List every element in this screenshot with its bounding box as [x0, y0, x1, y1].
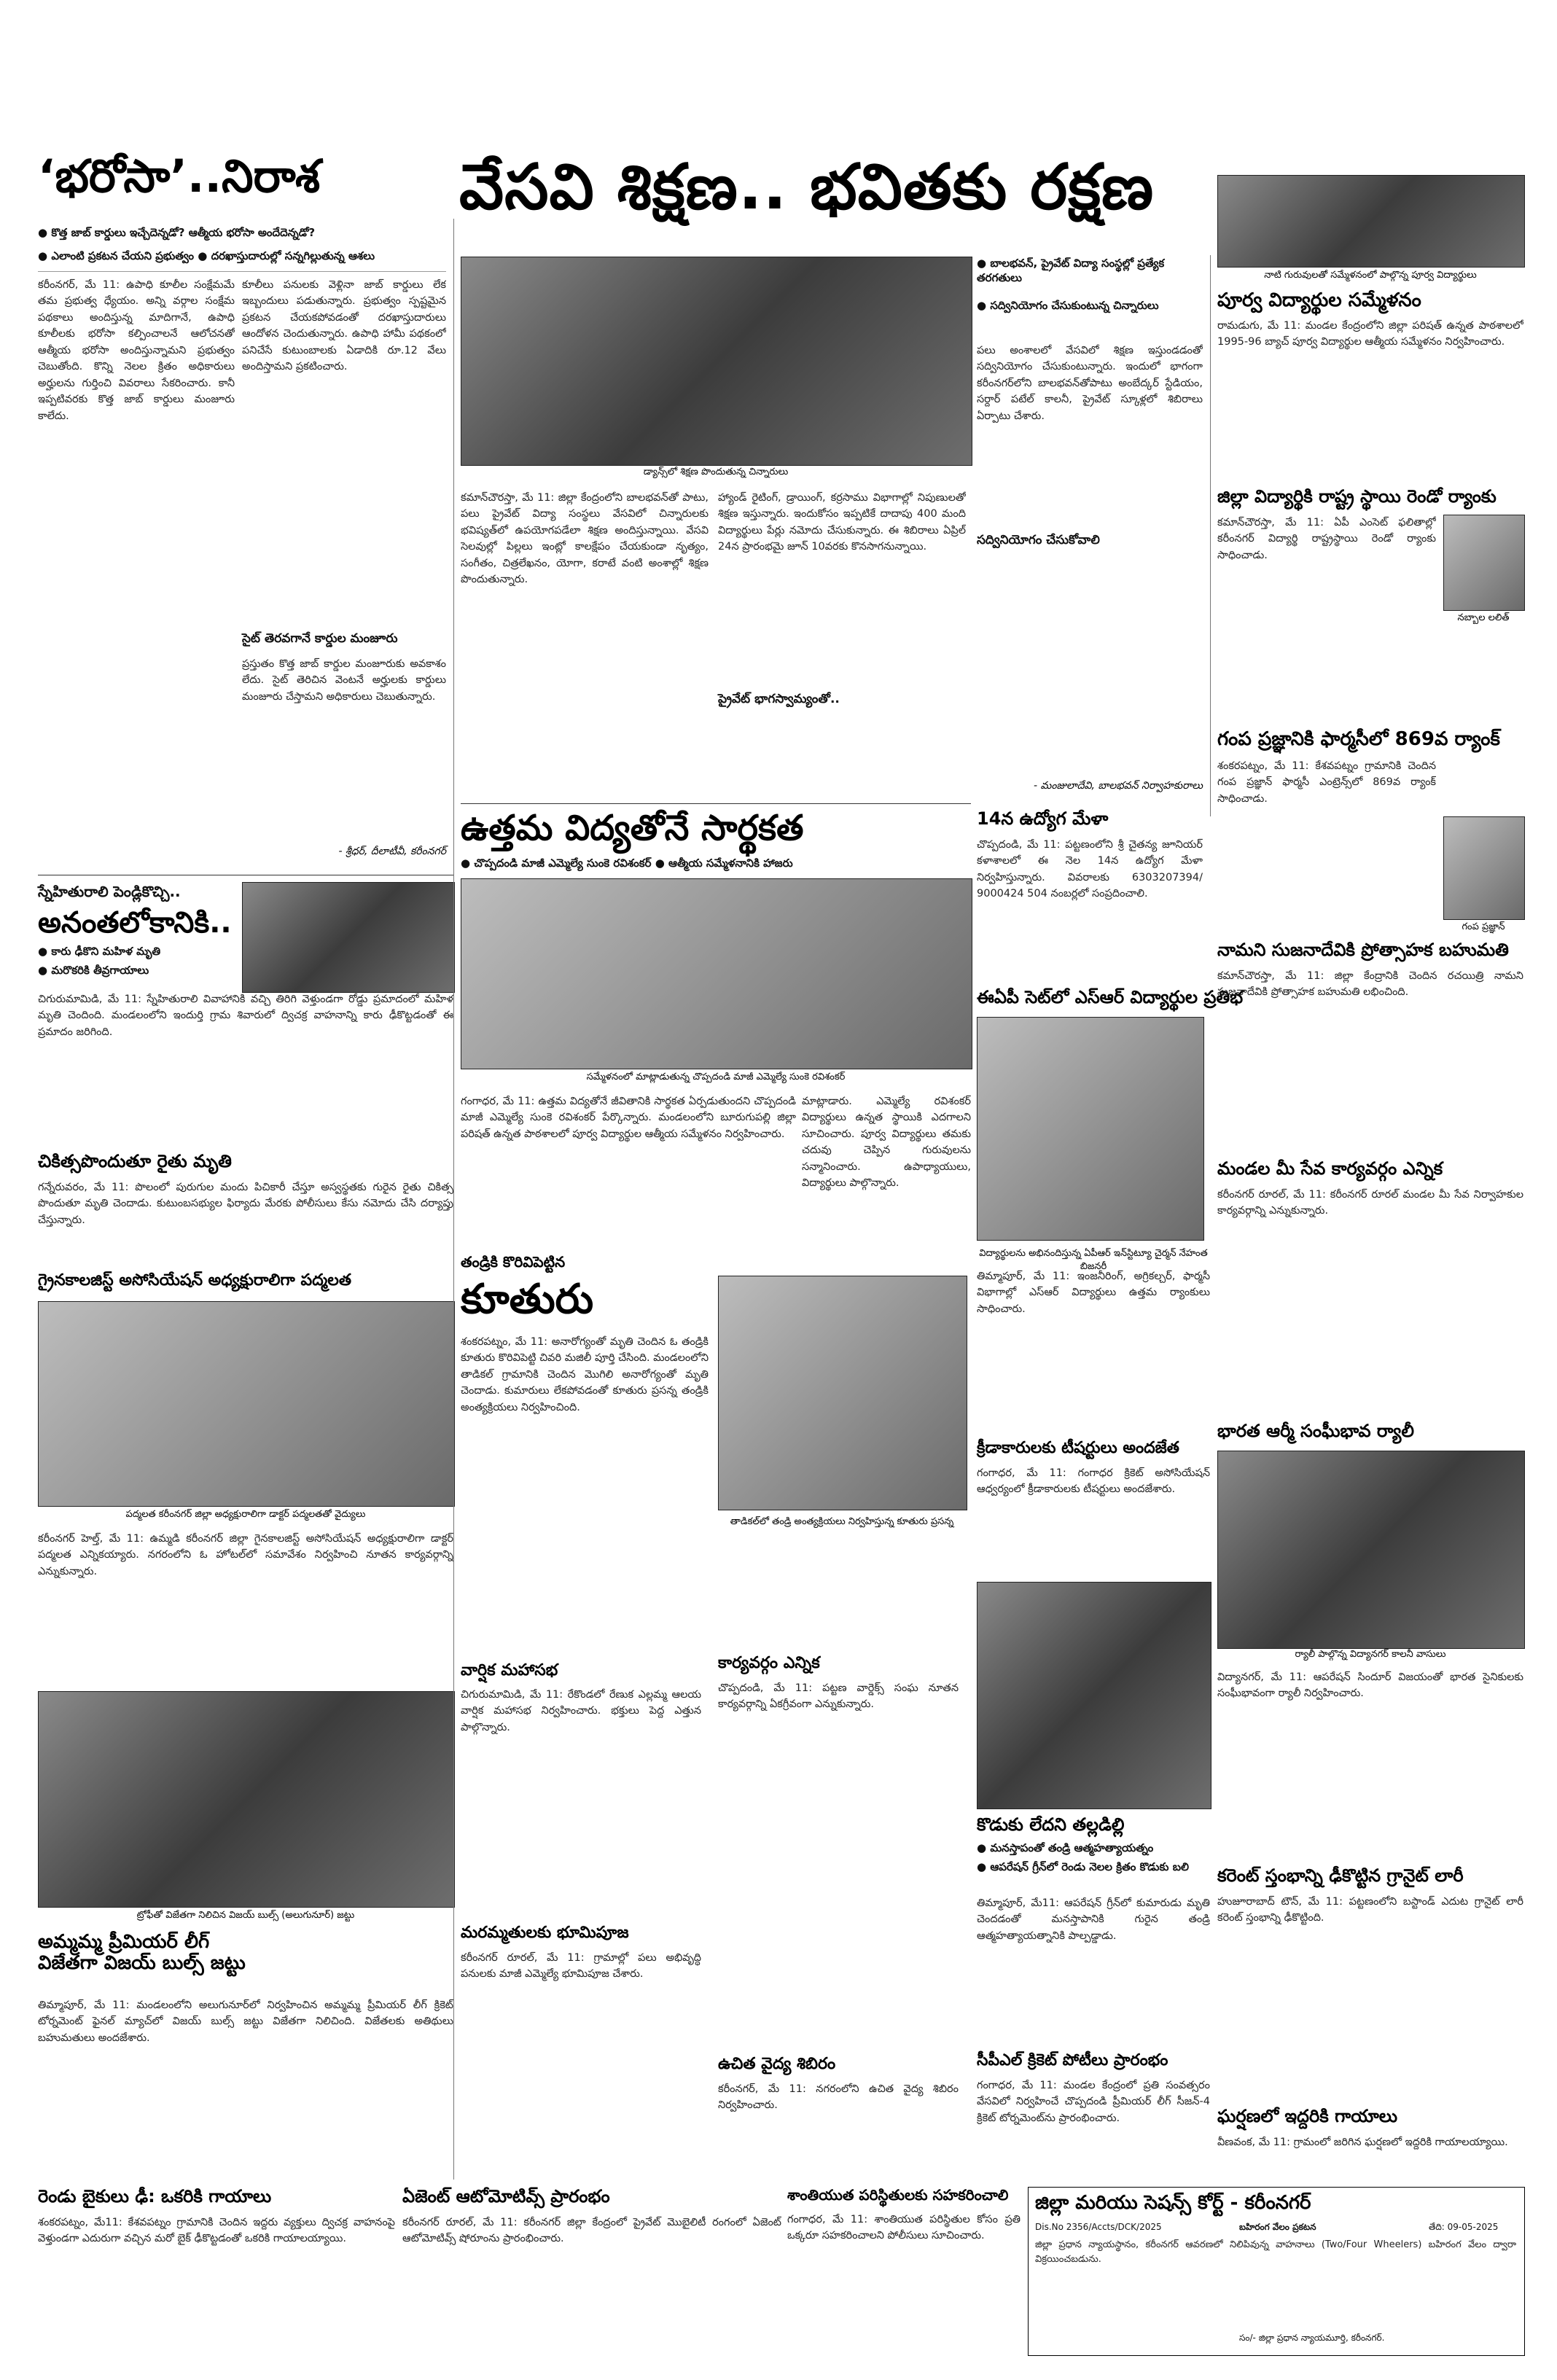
eapcet-headline: ఈఏపీ సెట్‌లో ఎస్ఆర్ విద్యార్థుల ప్రతిభ	[977, 987, 1244, 1007]
lead-subhead-2: ప్రైవేట్‌ భాగస్వామ్యంతో..	[718, 692, 840, 706]
lead-caption: డ్యాన్స్‌లో శిక్షణ పొందుతున్న చిన్నారులు	[643, 467, 789, 477]
nayani-headline: నామని సుజనాదేవికి ప్రోత్సాహక బహుమతి	[1217, 940, 1509, 960]
kodukuledani-body: తిమ్మాపూర్, మే11: ఆపరేషన్ గ్రీన్‌లో కుమారుడు మృతి చెందడంతో మనస్తాపానికి గురైన తండ్రి ఆత్మహత్యాయత్నానికి పాల్పడ్డాడు.	[977, 1897, 1210, 1942]
granite-body: కరీంనగర్ హెల్త్, మే 11: ఉమ్మడి కరీంనగర్ జిల్లా గైనకాలజిస్ట్ అసోసియేషన్ అధ్యక్షురాలిగా డాక్టర్ పద్మలత ఎన్నికయ్యారు. నగరంలోని ఓ హోటల్‌లో సమావేశం నిర్వహించి నూతన కార్యవర్గాన్ని ఎన్నుకున్నారు.	[38, 1533, 453, 1577]
maranna-headline: మరమ్మతులకు భూమిపూజ	[461, 1924, 629, 1942]
court-headline: జిల్లా మరియు సెషన్స్ కోర్ట్ - కరీంనగర్	[1035, 2192, 1311, 2214]
gharshana-headline: ఘర్షణలో ఇద్దరికి గాయాలు	[1217, 2106, 1398, 2126]
santhi-headline: శాంతియుత పరిస్థితులకు సహకరించాలి	[787, 2186, 1009, 2204]
granite-caption: పద్మలత కరీంనగర్ జిల్లా అధ్యక్షురాలిగా డాక్టర్ పద్మలతతో వైద్యులు	[125, 1509, 366, 1520]
ammamma-photo	[38, 1691, 455, 1908]
group1-caption: గంప ప్రజ్ఞాన్	[1462, 921, 1505, 932]
gharshana-body: వీణవంక, మే 11: గ్రామంలో జరిగిన ఘర్షణలో ఇద్దరికి గాయాలయ్యాయి.	[1217, 2137, 1508, 2148]
lead-body-1: కమాన్‌చౌరస్తా, మే 11: జిల్లా కేంద్రంలోని బాలభవన్‌తో పాటు, పలు ప్రైవేట్ విద్యా సంస్థలు వేసవిలో చిన్నారులకు భవిష్యత్‌లో ఉపయోగపడేలా శిక్షణ అందిస్తున్నాయి. వేసవి సెలవుల్లో పిల్లలు ఇంట్లో కాలక్షేపం చేయకుండా నృత్యం, సంగీతం, చిత్రలేఖనం, యోగా, కరాటే వంటి అంశాల్లో శిక్షణ పొందుతున్నారు.	[461, 492, 709, 586]
granite-headline: గ్రైనకాలజిస్ట్ అసోసియేషన్ అధ్యక్షురాలిగా పద్మలత	[38, 1271, 351, 1290]
cpl-body: గంగాధర, మే 11: మండల కేంద్రంలో ప్రతి సంవత్సరం వేసవిలో నిర్వహించే చొప్పదండి ప్రీమియర్ లీగ్ సీజన్-4 క్రికెట్ టోర్నమెంట్‌ను ప్రారంభించారు.	[977, 2080, 1210, 2124]
bharosa-body-2: కూలీలు పనులకు వెళ్లినా జాబ్ కార్డులు లేక ఇబ్బందులు పడుతున్నారు. ప్రభుత్వం స్పష్టమైన ప్రకటన చేయకపోవడంతో దరఖాస్తుదారులు ఆందోళన చెందుతున్నారు. ఉపాధి హామీ పథకంలో పనిచేసే కుటుంబాలకు ఏడాదికి రూ.12 వేలు అందిస్తామని ప్రకటించారు.	[242, 279, 446, 373]
uttama-photo	[461, 878, 972, 1069]
current-body: హుజూరాబాద్ టౌన్, మే 11: పట్టణంలోని బస్టాండ్ ఎదుట గ్రానైట్ లారీ కరెంట్ స్తంభాన్ని ఢీకొట్టింది.	[1217, 1896, 1523, 1924]
ammamma-headline: అమ్మమ్మ ప్రీమియర్ లీగ్ విజేతగా విజయ్ బుల్స్ జట్టు	[38, 1931, 246, 1974]
koothuru-kicker: తండ్రికి కొరివిపెట్టిన	[461, 1253, 566, 1271]
poorva-caption: నాటి గురువులతో సమ్మేళనంలో పాల్గొన్న పూర్వ విద్యార్థులు	[1264, 270, 1477, 281]
uddyoga-body: చొప్పదండి, మే 11: పట్టణంలోని శ్రీ చైతన్య జూనియర్ కళాశాలలో ఈ నెల 14న ఉద్యోగ మేళా నిర్వహిస్తున్నారు. వివరాలకు 6303207394/ 9000424 504 నంబర్లలో సంప్రదించాలి.	[977, 839, 1203, 900]
bike-body: శంకరపట్నం, మే11: కేశవపట్నం గ్రామానికి చెందిన ఇద్దరు వ్యక్తులు ద్విచక్ర వాహనంపై వెళ్తుండగా ఎదురుగా వచ్చిన మరో బైక్ ఢీకొట్టడంతో ఒకరికి గాయాలయ్యాయి.	[38, 2217, 395, 2245]
ammamma-caption: ట్రోఫీతో విజేతగా నిలిచిన విజయ్ బుల్స్ (అలుగునూర్) జట్టు	[136, 1910, 355, 1921]
lead-headline: వేసవి శిక్షణ.. భవితకు రక్షణ	[459, 151, 1155, 224]
bike-headline: రెండు బైకులు ఢీ: ఒకరికి గాయాలు	[38, 2186, 272, 2207]
bharosa-byline: - శ్రీధర్, దీలాటీవీ, కరీంనగర్	[338, 846, 446, 857]
lead-body-3: పలు అంశాలలో వేసవిలో శిక్షణ ఇస్తుండడంతో సద్వినియోగం చేసుకుంటున్నారు. ఇందులో భాగంగా కరీంనగర్‌లోని బాలభవన్‌తోపాటు అంబేద్కర్ స్టేడియం, సర్దార్ పటేల్ కాలనీ, ప్రైవేట్ స్కూళ్లలో శిబిరాలు ఏర్పాటు చేశారు.	[977, 345, 1203, 422]
bharosa-subhead: సైట్ తెరవగానే కార్డుల మంజూరు	[242, 631, 398, 646]
agent-body: కరీంనగర్ రూరల్, మే 11: కరీంనగర్ జిల్లా కేంద్రంలో ప్రైవేట్ మొబైలిటీ రంగంలో ఏజెంట్ ఆటోమోటివ్స్ షోరూంను ప్రారంభించారు.	[402, 2217, 781, 2245]
uttama-caption: సమ్మేళనంలో మాట్లాడుతున్న చొప్పదండి మాజీ ఎమ్మెల్యే సుంకె రవిశంకర్	[586, 1072, 846, 1082]
uttama-bullet: ● చొప్పదండి మాజీ ఎమ్మెల్యే సుంకె రవిశంకర్ ● ఆత్మీయ సమ్మేళనానికి హాజరు	[461, 857, 971, 871]
snehitulu-bullet-1: ● కారు ఢీకొని మహిళ మృతి	[38, 945, 227, 959]
koothuru-body: శంకరపట్నం, మే 11: అనారోగ్యంతో మృతి చెందిన ఓ తండ్రికి కూతురు కొరివిపెట్టి చివరి మజిలీ పూర్తి చేసింది. మండలంలోని తాడికల్ గ్రామానికి చెందిన మొగిలి అనారోగ్యంతో మృతి చెందాడు. కుమారులు లేకపోవడంతో కూతురు ప్రసన్న తండ్రికి అంత్యక్రియలు నిర్వహించింది.	[461, 1336, 709, 1413]
district-headline: జిల్లా విద్యార్థికి రాష్ట్ర స్థాయి రెండో ర్యాంకు	[1217, 486, 1496, 507]
dance-training-photo	[461, 257, 972, 466]
poorva-headline: పూర్వ విద్యార్థుల సమ్మేళనం	[1217, 289, 1421, 311]
eapcet-photo	[977, 1017, 1204, 1241]
eapcet-caption: విద్యార్థులను అభినందిస్తున్న ఏపీఆర్ ఇన్‌స్టిట్యూ చైర్మన్ నేహంత బిజనరీ	[979, 1248, 1208, 1272]
court-ref: Dis.No 2356/Accts/DCK/2025	[1035, 2222, 1162, 2232]
lead-byline: - మంజులాదేవి, బాలభవన్ నిర్వాహకురాలు	[1034, 780, 1203, 792]
group1-body: శంకరపట్నం, మే 11: కేశవపట్నం గ్రామానికి చెందిన గంప ప్రజ్ఞాన్ ఫార్మసీ ఎంట్రెన్స్‌లో 869వ ర్యాంక్ సాధించాడు.	[1217, 760, 1436, 805]
district-caption: నబ్బాల లలిత్	[1457, 612, 1510, 623]
granite-photo	[38, 1301, 455, 1507]
snehitulu-body: చిగురుమామిడి, మే 11: స్నేహితురాలి వివాహానికి వచ్చి తిరిగి వెళ్తుండగా రోడ్డు ప్రమాదంలో మహిళ మృతి చెందింది. మండలంలోని ఇందుర్తి గ్రామ శివారులో ద్విచక్ర వాహనాన్ని కారు ఢీకొట్టడంతో ఈ ప్రమాదం జరిగింది.	[38, 994, 453, 1038]
court-notice-title: బహిరంగ వేలం ప్రకటన	[1239, 2222, 1316, 2232]
bharat-photo	[1217, 1451, 1525, 1649]
uttama-headline: ఉత్తమ విద్యతోనే సార్థకత	[461, 808, 804, 848]
koothuru-caption: తాడికల్‌లో తండ్రి అంత్యక్రియలు నిర్వహిస్తున్న కూతురు ప్రసన్న	[730, 1516, 954, 1527]
snehitulu-photo	[242, 882, 455, 993]
kreedakarulaku-photo	[977, 1582, 1211, 1809]
koothuru-photo	[718, 1276, 967, 1510]
bharat-caption: ర్యాలీ పాల్గొన్న విద్యానగర్ కాలనీ వాసులు	[1295, 1649, 1446, 1660]
lead-body-2: హ్యాండ్ రైటింగ్, డ్రాయింగ్, కర్రసాము విభాగాల్లో నిపుణులతో శిక్షణ ఇస్తున్నారు. ఇందుకోసం ఇప్పటికే దాదాపు 400 మంది విద్యార్థులు పేర్లు నమోదు చేసుకున్నారు. ఈ శిబిరాలు ఏప్రిల్ 24న ప్రారంభమై జూన్ 10వరకు కొనసాగనున్నాయి.	[718, 492, 966, 553]
bharat-body: విద్యానగర్, మే 11: ఆపరేషన్ సిందూర్ విజయంతో భారత సైనికులకు సంఘీభావంగా ర్యాలీ నిర్వహించారు.	[1217, 1671, 1523, 1700]
mandala-headline: మండల మీ సేవ కార్యవర్గం ఎన్నిక	[1217, 1158, 1443, 1179]
court-body: జిల్లా ప్రధాన న్యాయస్థానం, కరీంనగర్ ఆవరణలో నిలిపివున్న వాహనాలు (Two/Four Wheelers) బహిరంగ వేలం ద్వారా విక్రయించబడును.	[1035, 2239, 1516, 2266]
snehitulu-headline: అనంతలోకానికి..	[38, 906, 232, 940]
kodukuledani-bullet-1: ● మనస్తాపంతో తండ్రి ఆత్మహత్యాయత్నం	[977, 1841, 1210, 1856]
eapcet-body: తిమ్మాపూర్, మే 11: ఇంజనీరింగ్, అగ్రికల్చర్, ఫార్మసీ విభాగాల్లో ఎస్ఆర్ విద్యార్థులు ఉత్తమ ర్యాంకులు సాధించారు.	[977, 1271, 1210, 1315]
group1-photo	[1443, 816, 1525, 920]
bharosa-bullet-2: ● ఎలాంటి ప్రకటన చేయని ప్రభుత్వం ● దరఖాస్తుదారుల్లో సన్నగిల్లుతున్న ఆశలు	[38, 249, 446, 264]
ammamma-body: తిమ్మాపూర్, మే 11: మండలంలోని అలుగునూర్‌లో నిర్వహించిన అమ్మమ్మ ప్రీమియర్ లీగ్ క్రికెట్ టోర్నమెంట్ ఫైనల్ మ్యాచ్‌లో విజయ్ బుల్స్ జట్టు విజేతగా నిలిచింది. విజేతలకు అతిథులు బహుమతులు అందజేశారు.	[38, 1999, 453, 2044]
varshika-headline: వార్షిక మహాసభ	[461, 1661, 558, 1679]
chikitsa-headline: చికిత్సపొందుతూ రైతు మృతి	[38, 1151, 232, 1171]
mandala-body: కరీంనగర్ రూరల్, మే 11: కరీంనగర్ రూరల్ మండల మీ సేవ నిర్వాహకుల కార్యవర్గాన్ని ఎన్నుకున్నారు.	[1217, 1189, 1523, 1217]
cpl-headline: సీపీఎల్ క్రికెట్ పోటీలు ప్రారంభం	[977, 2051, 1168, 2069]
agent-headline: ఏజెంట్ ఆటోమోటివ్స్ ప్రారంభం	[402, 2186, 610, 2207]
district-body: కమాన్‌చౌరస్తా, మే 11: ఏపీ ఎంసెట్ ఫలితాల్లో కరీంనగర్ విద్యార్థి రాష్ట్రస్థాయి రెండో ర్యాంకు సాధించాడు.	[1217, 517, 1436, 561]
varshika-body: చిగురుమామిడి, మే 11: రేకొండలో రేణుక ఎల్లమ్మ ఆలయ వార్షిక మహాసభ నిర్వహించారు. భక్తులు పెద్ద ఎత్తున పాల్గొన్నారు.	[461, 1689, 701, 1733]
group1-headline: గంప ప్రజ్ఞానికి ఫార్మసీలో 869వ ర్యాంక్	[1217, 728, 1500, 750]
kreedakarulaku-body: గంగాధర, మే 11: గంగాధర క్రికెట్ అసోసియేషన్ ఆధ్వర్యంలో క్రీడాకారులకు టీషర్టులు అందజేశారు.	[977, 1467, 1210, 1496]
kreedakarulaku-headline: క్రీడాకారులకు టీషర్టులు అందజేత	[977, 1439, 1179, 1457]
uttama-body-1: గంగాధర, మే 11: ఉత్తమ విద్యతోనే జీవితానికి సార్థకత ఏర్పడుతుందని చొప్పదండి మాజీ ఎమ్మెల్యే సుంకె రవిశంకర్ పేర్కొన్నారు. మండలంలోని బూరుగుపల్లి జిల్లా పరిషత్ ఉన్నత పాఠశాలలో పూర్వ విద్యార్థుల ఆత్మీయ సమ్మేళనం నిర్వహించారు.	[461, 1096, 796, 1140]
bharosa-bullet-1: ● కొత్త జాబ్ కార్డులు ఇచ్చేదెన్నడో? ఆత్మీయ భరోసా అందేదెన్నడో?	[38, 226, 432, 241]
district-photo	[1443, 515, 1525, 611]
current-headline: కరెంట్ స్తంభాన్ని ఢీకొట్టిన గ్రానైట్ లారీ	[1217, 1865, 1464, 1886]
uchitha-headline: ఉచిత వైద్య శిబిరం	[718, 2055, 836, 2073]
court-sign: సం/- జిల్లా ప్రధాన న్యాయమూర్తి, కరీంనగర్.	[1239, 2333, 1385, 2343]
koothuru-headline: కూతురు	[461, 1276, 594, 1323]
karyavargam-body: చొప్పదండి, మే 11: పట్టణ వార్డెక్స్ సంఘ నూతన కార్యవర్గాన్ని ఏకగ్రీవంగా ఎన్నుకున్నారు.	[718, 1682, 959, 1711]
karyavargam-headline: కార్యవర్గం ఎన్నిక	[718, 1654, 820, 1672]
kodukuledani-bullet-2: ● ఆపరేషన్ గ్రీన్‌లో రెండు నెలల క్రితం కొడుకు బలి	[977, 1860, 1210, 1875]
kodukuledani-headline: కొడుకు లేదని తల్లడిల్లి	[977, 1814, 1125, 1835]
uttama-body-2: మాట్లాడారు. ఎమ్మెల్యే రవిశంకర్ విద్యార్థులు ఉన్నత స్థాయికి ఎదగాలని సూచించారు. పూర్వ విద్యార్థులు తమకు చదువు చెప్పిన గురువులను సన్మానించారు. ఉపాధ్యాయులు, విద్యార్థులు పాల్గొన్నారు.	[802, 1096, 971, 1190]
nayani-body: కమాన్‌చౌరస్తా, మే 11: జిల్లా కేంద్రానికి చెందిన రచయిత్రి నామని సుజనాదేవికి ప్రోత్సాహక బహుమతి లభించింది.	[1217, 970, 1523, 999]
uddyoga-headline: 14న ఉద్యోగ మేళా	[977, 808, 1109, 829]
uchitha-body: కరీంనగర్, మే 11: నగరంలోని ఉచిత వైద్య శిబిరం నిర్వహించారు.	[718, 2083, 959, 2112]
bharosa-headline: ‘భరోసా’..నిరాశ	[38, 149, 321, 203]
bharosa-body-1: కరీంనగర్, మే 11: ఉపాధి కూలీల సంక్షేమమే తమ ప్రభుత్వ ధ్యేయం. అన్ని వర్గాల సంక్షేమ పథకాలు అందిస్తున్న మాదిగానే, ఉపాధి కూలీలకు భరోసా కల్పించాలనే ఆలోచనతో ఆత్మీయ భరోసా అందిస్తున్నామని ప్రభుత్వం చెబుతోంది. కొన్ని నెలల క్రితం అధికారులు అర్హులను గుర్తించి వివరాలు సేకరించారు. కానీ ఇప్పటివరకు కొత్త జాబ్ కార్డులు మంజూరు కాలేదు.	[38, 279, 235, 422]
lead-bullet-2: ● సద్వినియోగం చేసుకుంటున్న చిన్నారులు	[977, 299, 1203, 313]
lead-subhead-1: సద్వినియోగం చేసుకోవాలి	[977, 533, 1100, 547]
maranna-body: కరీంనగర్ రూరల్, మే 11: గ్రామాల్లో పలు అభివృద్ధి పనులకు మాజీ ఎమ్మెల్యే భూమిపూజ చేశారు.	[461, 1952, 701, 1981]
poorva-photo	[1217, 175, 1525, 268]
santhi-body: గంగాధర, మే 11: శాంతియుత పరిస్థితుల కోసం ప్రతి ఒక్కరూ సహకరించాలని పోలీసులు సూచించారు.	[787, 2214, 1021, 2242]
bharat-headline: భారత ఆర్మీ సంఘీభావ ర్యాలీ	[1217, 1421, 1414, 1441]
lead-bullet-1: ● బాలభవన్, ప్రైవేట్ విద్యా సంస్థల్లో ప్రత్యేక తరగతులు	[977, 257, 1203, 285]
snehitulu-bullet-2: ● మరొకరికి తీవ్రగాయాలు	[38, 964, 227, 978]
snehitulu-kicker: స్నేహితురాలి పెండ్లికొచ్చి..	[38, 883, 181, 900]
chikitsa-body: గన్నేరువరం, మే 11: పొలంలో పురుగుల మందు పిచికారీ చేస్తూ అస్వస్థతకు గురైన రైతు చికిత్స పొందుతూ మృతి చెందాడు. కుటుంబసభ్యుల ఫిర్యాదు మేరకు పోలీసులు కేసు నమోదు చేసి దర్యాప్తు చేస్తున్నారు.	[38, 1182, 453, 1226]
court-date: తేది: 09-05-2025	[1429, 2222, 1499, 2232]
poorva-body: రామడుగు, మే 11: మండల కేంద్రంలోని జిల్లా పరిషత్ ఉన్నత పాఠశాలలో 1995-96 బ్యాచ్ పూర్వ విద్యార్థుల ఆత్మీయ సమ్మేళనం నిర్వహించారు.	[1217, 320, 1523, 348]
bharosa-body-3: ప్రస్తుతం కొత్త జాబ్ కార్డుల మంజూరుకు అవకాశం లేదు. సైట్ తెరిచిన వెంటనే అర్హులకు కార్డులు మంజూరు చేస్తామని అధికారులు చెబుతున్నారు.	[242, 658, 446, 703]
